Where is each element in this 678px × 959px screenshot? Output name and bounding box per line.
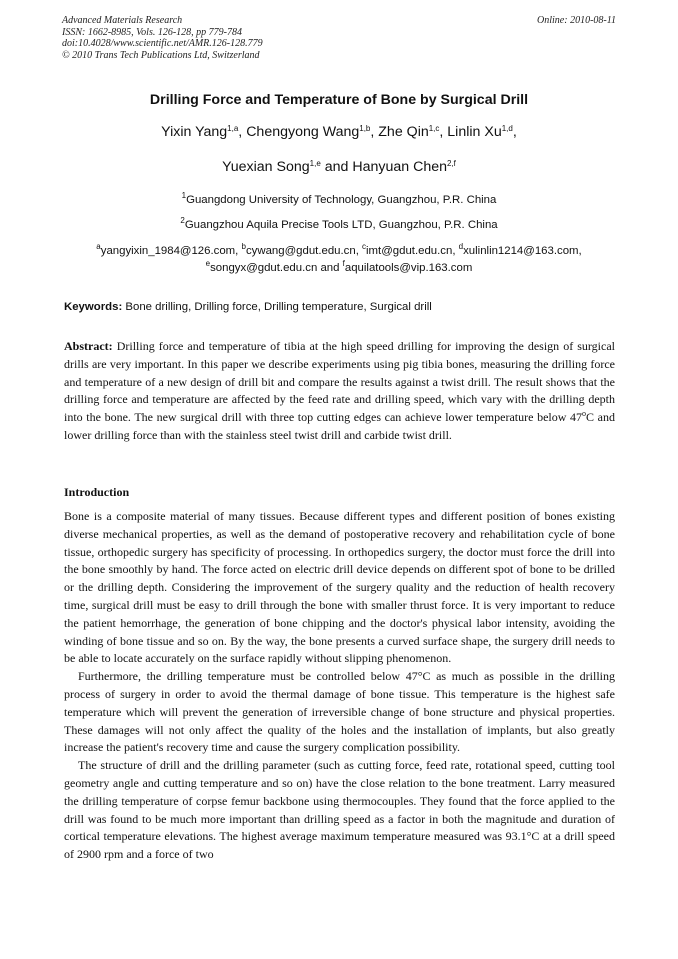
author: Linlin Xu: [447, 124, 502, 140]
email[interactable]: songyx@gdut.edu.cn: [210, 262, 318, 274]
email-block: [0, 243, 678, 277]
affiliation-text: Guangdong University of Technology, Guangzhou, P.R. China: [186, 194, 497, 206]
email-sep: ,: [235, 245, 242, 257]
author: Zhe Qin: [378, 124, 429, 140]
online-date: Online: 2010-08-11: [537, 15, 616, 26]
author-sup: 1,a: [227, 124, 239, 133]
keywords: [64, 301, 624, 313]
email-sep: ,: [578, 245, 582, 257]
doi-line[interactable]: doi:10.4028/www.scientific.net/AMR.126-128.779: [62, 38, 263, 49]
author-sup: 1,b: [359, 124, 371, 133]
degree-sup: o: [582, 409, 587, 419]
abstract-label: Abstract:: [64, 339, 113, 353]
author-sup: 1,d: [501, 124, 513, 133]
email[interactable]: imt@gdut.edu.cn: [366, 245, 453, 257]
paragraph: Furthermore, the drilling temperature must be controlled below 47°C as much as possible in the drilling process of surgery in order to avoid the thermal damage of bone tissue. This temperature is the highest safe temperature which will prevent the generation of irreversible change of bone structure and physical properties. These damages will not only affect the quality of the holes and the installation of implants, but also greatly increase the patient's recovery time and cause the surgery complication possibility.: [64, 669, 615, 755]
abstract-text: Drilling force and temperature of tibia at the high speed drilling for improving the design of surgical drills are very important. In this paper we describe experiments using pig tibia bones, measuring the drilling force and temperature of a new design of drill bit and compare the results against a twist drill. The result shows that the drilling force and temperature are affected by the feed rate and drilling speed, which vary with the drilling depth into the bone. The new surgical drill with three top cutting edges can achieve lower temperature below 47: [64, 339, 615, 425]
author: Yixin Yang: [161, 124, 228, 140]
email-sup: a: [96, 242, 101, 251]
email-sep: ,: [452, 245, 459, 257]
issn-line: ISSN: 1662-8985, Vols. 126-128, pp 779-784: [62, 26, 242, 38]
email[interactable]: xulinlin1214@163.com: [463, 245, 579, 257]
author-sep: ,: [238, 124, 247, 140]
keywords-text: Bone drilling, Drilling force, Drilling temperature, Surgical drill: [125, 301, 432, 313]
copyright-line: © 2010 Trans Tech Publications Ltd, Switzerland: [62, 49, 260, 61]
author-sep: ,: [370, 124, 379, 140]
email-sup: d: [458, 242, 464, 251]
email[interactable]: yangyixin_1984@126.com: [100, 245, 236, 257]
affiliation-sup: 2: [180, 216, 185, 225]
introduction-body: [64, 508, 615, 864]
email-sup: b: [241, 242, 246, 251]
author-sup: 1,c: [428, 124, 440, 133]
email-line-1: [0, 243, 678, 260]
email-sup: c: [362, 242, 367, 251]
abstract: [64, 338, 615, 445]
author-sup: 1,e: [309, 159, 321, 168]
author-line-2: [0, 159, 678, 175]
affiliation-sup: 1: [181, 191, 187, 200]
section-heading: Introduction: [64, 485, 130, 499]
author: Chengyong Wang: [246, 124, 360, 140]
affiliation-1: [0, 191, 678, 206]
author-sep: ,: [512, 124, 517, 140]
journal-name: Advanced Materials Research: [62, 15, 183, 26]
email-sep: and: [317, 262, 343, 274]
author-sup: 2,f: [447, 159, 456, 168]
author: Yuexian Song: [222, 159, 310, 175]
author-sep: and: [320, 159, 353, 175]
affiliation-text: Guangzhou Aquila Precise Tools LTD, Guangzhou, P.R. China: [184, 219, 498, 231]
keywords-label: Keywords:: [64, 301, 123, 313]
email-line-2: [0, 260, 678, 277]
email[interactable]: aquilatools@vip.163.com: [344, 262, 473, 274]
author-line-1: [0, 124, 678, 140]
abstract-text-end: C and lower drilling force than with the stainless steel twist drill and carbide twist drill.: [64, 410, 615, 442]
journal-header: [62, 15, 616, 61]
email-sep: ,: [355, 245, 363, 257]
author: Hanyuan Chen: [352, 159, 447, 175]
paper-title: Drilling Force and Temperature of Bone by Surgical Drill: [149, 92, 529, 108]
email-sup: f: [342, 259, 345, 268]
affiliation-2: [0, 216, 678, 231]
paragraph: The structure of drill and the drilling parameter (such as cutting force, feed rate, rotational speed, cutting tool geometry angle and cutting temperature and so on) have the close relation to the bone treatment. Larry measured the drilling temperature of corpse femur backbone using thermocouples. They found that the force applied to the drill was found to be much more important than drilling speed as a factor in both the magnitude and duration of cortical temperature elevations. The highest average maximum temperature measured was 93.1°C at a drill speed of 2900 rpm and a force of two: [64, 758, 615, 862]
email[interactable]: cywang@gdut.edu.cn: [245, 245, 356, 257]
paragraph: Bone is a composite material of many tissues. Because different types and different position of bones existing diverse mechanical properties, as well as the demand of postoperative recovery and rehabilitation cycle of bone tissue, orthopedic surgery has specificity of processing. In orthopedics surgery, the doctor must force the drill into the bone smoothly by hand. The force acted on electric drill device depends on different spot of bone to be drilled or the drilling depth. Considering the improvement of the surgery quality and the reduction of health recovery time, surgical drill must be easy to drill through the bone with smaller thrust force. It is very important to reduce the patient hemorrhage, the generation of bone chipping and the doctor's physical labor intensity, avoiding the winding of bone tissue and so on. By the way, the bone presents a curved surface shape, the surgery drill needs to be able to locate accurately on the surface rapidly without slipping phenomenon.: [64, 509, 615, 666]
email-sup: e: [205, 259, 211, 268]
author-sep: ,: [439, 124, 448, 140]
